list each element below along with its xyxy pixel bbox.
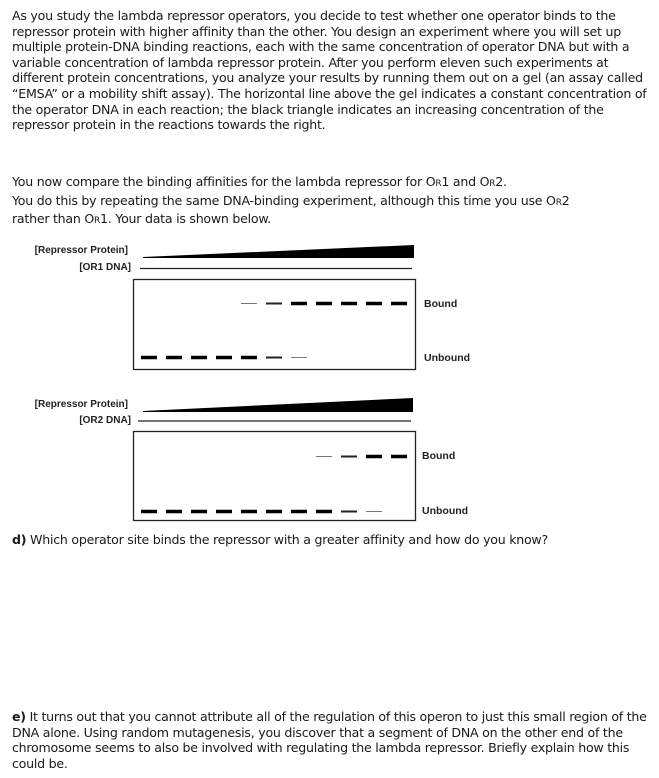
bound-band bbox=[341, 456, 357, 458]
gel1-protein-gradient-triangle bbox=[143, 245, 414, 258]
unbound-band bbox=[241, 356, 257, 360]
unbound-band bbox=[366, 511, 382, 512]
bound-band bbox=[341, 302, 357, 306]
text-span: 2 bbox=[561, 192, 570, 208]
text-span: [O bbox=[79, 262, 91, 273]
gel1-bands bbox=[141, 302, 407, 360]
intro-paragraph: As you study the lambda repressor operators, you decide to test whether one operator binds to the repressor protein with higher affinity than the other. You design an experiment where you will set up multiple protein-DNA binding reactions, each with the same concentration of operator DNA but with a variable concentration of lambda repressor protein. After you perform eleven such experiments at different protein concentrations, you analyze your results by running them out on a gel (an assay called “EMSA” or a mobility shift assay). The horizontal line above the gel indicates a constant concentration of the operator DNA in each reaction; the black triangle indicates an increasing concentration of the repressor protein in the reactions towards the right. bbox=[12, 8, 647, 133]
bound-band bbox=[391, 302, 407, 306]
unbound-band bbox=[191, 356, 207, 360]
subscript: R bbox=[489, 179, 496, 189]
bound-band bbox=[391, 455, 407, 459]
bound-band bbox=[266, 303, 282, 305]
text-span: 2. bbox=[495, 174, 507, 189]
unbound-band bbox=[266, 357, 282, 359]
bound-band bbox=[291, 302, 307, 306]
unbound-band bbox=[166, 510, 182, 514]
unbound-band bbox=[216, 356, 232, 360]
unbound-band bbox=[166, 356, 182, 360]
question-e-text: It turns out that you cannot attribute all of the regulation of this operon to just this small region of the DNA alone. Using random mutagenesis, you discover that a segment of DNA on the other end of the chromosome seems to also be involved with regulating the lambda repressor. Briefly explain how this could be. bbox=[12, 709, 647, 771]
text-span: You now compare the binding affinities for the lambda repressor for O bbox=[12, 174, 436, 189]
bound-band bbox=[316, 302, 332, 306]
gel1 bbox=[134, 245, 416, 370]
unbound-band bbox=[316, 510, 332, 514]
text-span: 1 DNA] bbox=[97, 262, 131, 273]
unbound-band bbox=[266, 510, 282, 514]
question-d bbox=[12, 532, 652, 548]
question-d-label: d) bbox=[12, 532, 27, 547]
unbound-band bbox=[216, 510, 232, 514]
unbound-band bbox=[141, 510, 157, 514]
subscript: R bbox=[90, 262, 98, 273]
gel2-box bbox=[134, 432, 416, 521]
gel2-bound-label: Bound bbox=[422, 450, 456, 462]
unbound-band bbox=[341, 511, 357, 513]
unbound-band bbox=[291, 357, 307, 358]
subscript: R bbox=[435, 179, 442, 189]
text-span: 1. Your data is shown below. bbox=[100, 211, 272, 227]
gel2 bbox=[134, 398, 416, 521]
unbound-band bbox=[241, 510, 257, 514]
gel2-protein-label: [Repressor Protein] bbox=[34, 399, 128, 410]
text-span: 1 and O bbox=[441, 174, 490, 189]
unbound-band bbox=[291, 510, 307, 514]
gel1-protein-label: [Repressor Protein] bbox=[34, 245, 128, 256]
unbound-band bbox=[191, 510, 207, 514]
bound-band bbox=[241, 303, 257, 304]
gel1-bound-label: Bound bbox=[424, 298, 458, 310]
text-span: 2 DNA] bbox=[97, 415, 131, 426]
text-span: [O bbox=[79, 415, 91, 426]
question-e bbox=[12, 709, 652, 771]
bound-band bbox=[366, 302, 382, 306]
gel2-protein-gradient-triangle bbox=[143, 398, 413, 412]
bound-band bbox=[366, 455, 382, 459]
question-d-text: Which operator site binds the repressor with a greater affinity and how do you know? bbox=[26, 532, 548, 547]
bound-band bbox=[316, 456, 332, 457]
gel2-unbound-label: Unbound bbox=[422, 505, 469, 517]
text-span: rather than O bbox=[12, 211, 95, 227]
subscript: R bbox=[90, 415, 98, 426]
gel1-unbound-label: Unbound bbox=[424, 352, 471, 364]
unbound-band bbox=[141, 356, 157, 360]
subscript: R bbox=[94, 216, 101, 227]
subscript: R bbox=[555, 197, 562, 208]
question-e-label: e) bbox=[12, 709, 26, 724]
text-span: You do this by repeating the same DNA-binding experiment, although this time you use O bbox=[12, 192, 556, 208]
gel2-bands bbox=[141, 455, 407, 514]
